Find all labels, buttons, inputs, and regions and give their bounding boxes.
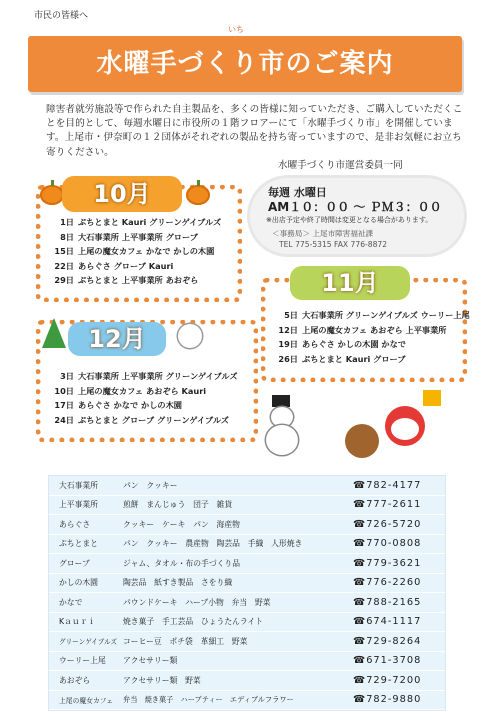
christmas-tree-icon [42,318,66,348]
snowman-illustration [262,395,302,455]
schedule-row: 12日 上尾の魔女カフェ あおぞら 上平事業所 [278,324,447,335]
schedule-office: ＜事務局＞ 上尾市障害福祉課 [272,229,374,238]
schedule-row: 26日 ぷちとまと Kauri グローブ [278,353,406,364]
november-title: 11月 [290,266,410,300]
table-row: かしの木園 陶芸品 紙すき製品 さをり織 ☎776-2260 [49,574,445,594]
schedule-row: 19日 あらぐさ かしの木園 かなで [278,339,406,350]
schedule-row: 1日 ぷちとまと Kauri グリーンゲイブルズ [60,217,222,227]
schedule-note: ※出店予定や終了時間は変更となる場合があります。 [266,216,433,224]
page-title: 水曜手づくり市のご案内 [96,49,394,79]
table-row: ぷちとまと パン クッキー 農産物 陶芸品 手織 人形焼き ☎770-0808 [49,535,445,555]
december-title: 12月 [68,322,166,356]
pumpkin-icon [186,185,210,205]
schedule-row: 17日 あらぐさ かなで かしの木園 [54,400,182,411]
snowman-body-icon [266,425,298,455]
schedule-row: 29日 ぷちとまと 上平事業所 あおぞら [54,275,199,286]
schedule-row: 5日 大石事業所 グリーンゲイブルズ ウーリー上尾 [284,310,470,320]
table-row: Kａｕｒｉ 焼き菓子 手工芸品 ひょうたんライト ☎674-1117 [49,613,445,633]
schedule-row: 10日 上尾の魔女カフェ あおぞら Kauri [54,385,207,396]
schedule-day: 毎週 水曜日 [268,186,327,199]
october-schedule [44,215,221,288]
title-banner [28,36,462,92]
schedule-row: 15日 上尾の魔女カフェ かなで かしの木園 [54,246,215,257]
december-schedule [44,369,238,427]
table-row: あおぞら アクセサリー類 野菜 ☎729-7200 [49,671,445,691]
schedule-row: 3日 大石事業所 上平事業所 グリーンゲイブルズ [60,371,238,381]
snowman-icon [178,324,202,348]
table-row: グローブ ジャム、タオル・布の手づくり品 ☎779-3621 [49,554,445,574]
pumpkin-icon [40,185,64,205]
schedule-time: AM１０：００ ～ ＰＭ３：００ [268,200,442,214]
schedule-row: 8日 大石事業所 上平事業所 グローブ [60,231,198,242]
october-title: 10月 [62,176,182,212]
title-ruby: いち [228,25,244,34]
pumpkin-stem-icon [197,180,200,186]
table-row: 上尾の魔女カフェ 弁当 焼き菓子 ハーブティー エディブルフラワー ☎782-9880 [49,691,445,711]
november-schedule [268,308,470,366]
committee-signature: 水曜手づくり市運営委員一同 [278,160,403,171]
addressee: 市民の皆様へ [34,11,89,21]
top-hat-icon [272,395,290,407]
santa-reindeer-illustration [345,390,443,472]
table-row: 大石事業所 パン クッキー ☎782-4177 [49,476,445,496]
table-row: 上平事業所 煎餅 まんじゅう 団子 雑貨 ☎777-2611 [49,496,445,516]
reindeer-icon [345,424,379,458]
table-row: かなで パウンドケーキ ハーブ小物 弁当 野菜 ☎788-2165 [49,593,445,613]
snowman-head-icon [271,407,293,427]
intro-text: 障害者就労施設等で作られた自主製品を、多くの皆様に知っていただき、ご購入していただくことを目的として、毎週水曜日に市役所の１階フロアーにて「水曜手づくり市」を開催しています。上尾市・伊奈町の１２団体がそれぞれの製品を持ち寄っていますので、是非お気軽にお立ち寄りください。 [46,104,463,158]
table-row: ウーリー上尾 アクセサリー類 ☎671-3708 [49,652,445,672]
pumpkin-stem-icon [51,180,54,186]
santa-beard-icon [391,418,419,440]
table-row: あらぐさ クッキー ケーキ パン 海産物 ☎726-5720 [49,515,445,535]
schedule-contact: TEL 775-5315 FAX 776-8872 [279,240,388,249]
gift-icon [423,390,441,406]
schedule-row: 22日 あらぐさ グローブ Kauri [54,260,174,271]
schedule-row: 24日 ぷちとまと グローブ グリーンゲイブルズ [54,414,229,425]
table-row: グリーンゲイブルズ コーヒー豆 ポチ袋 革細工 野菜 ☎729-8264 [49,632,445,652]
shop-list [48,475,446,711]
